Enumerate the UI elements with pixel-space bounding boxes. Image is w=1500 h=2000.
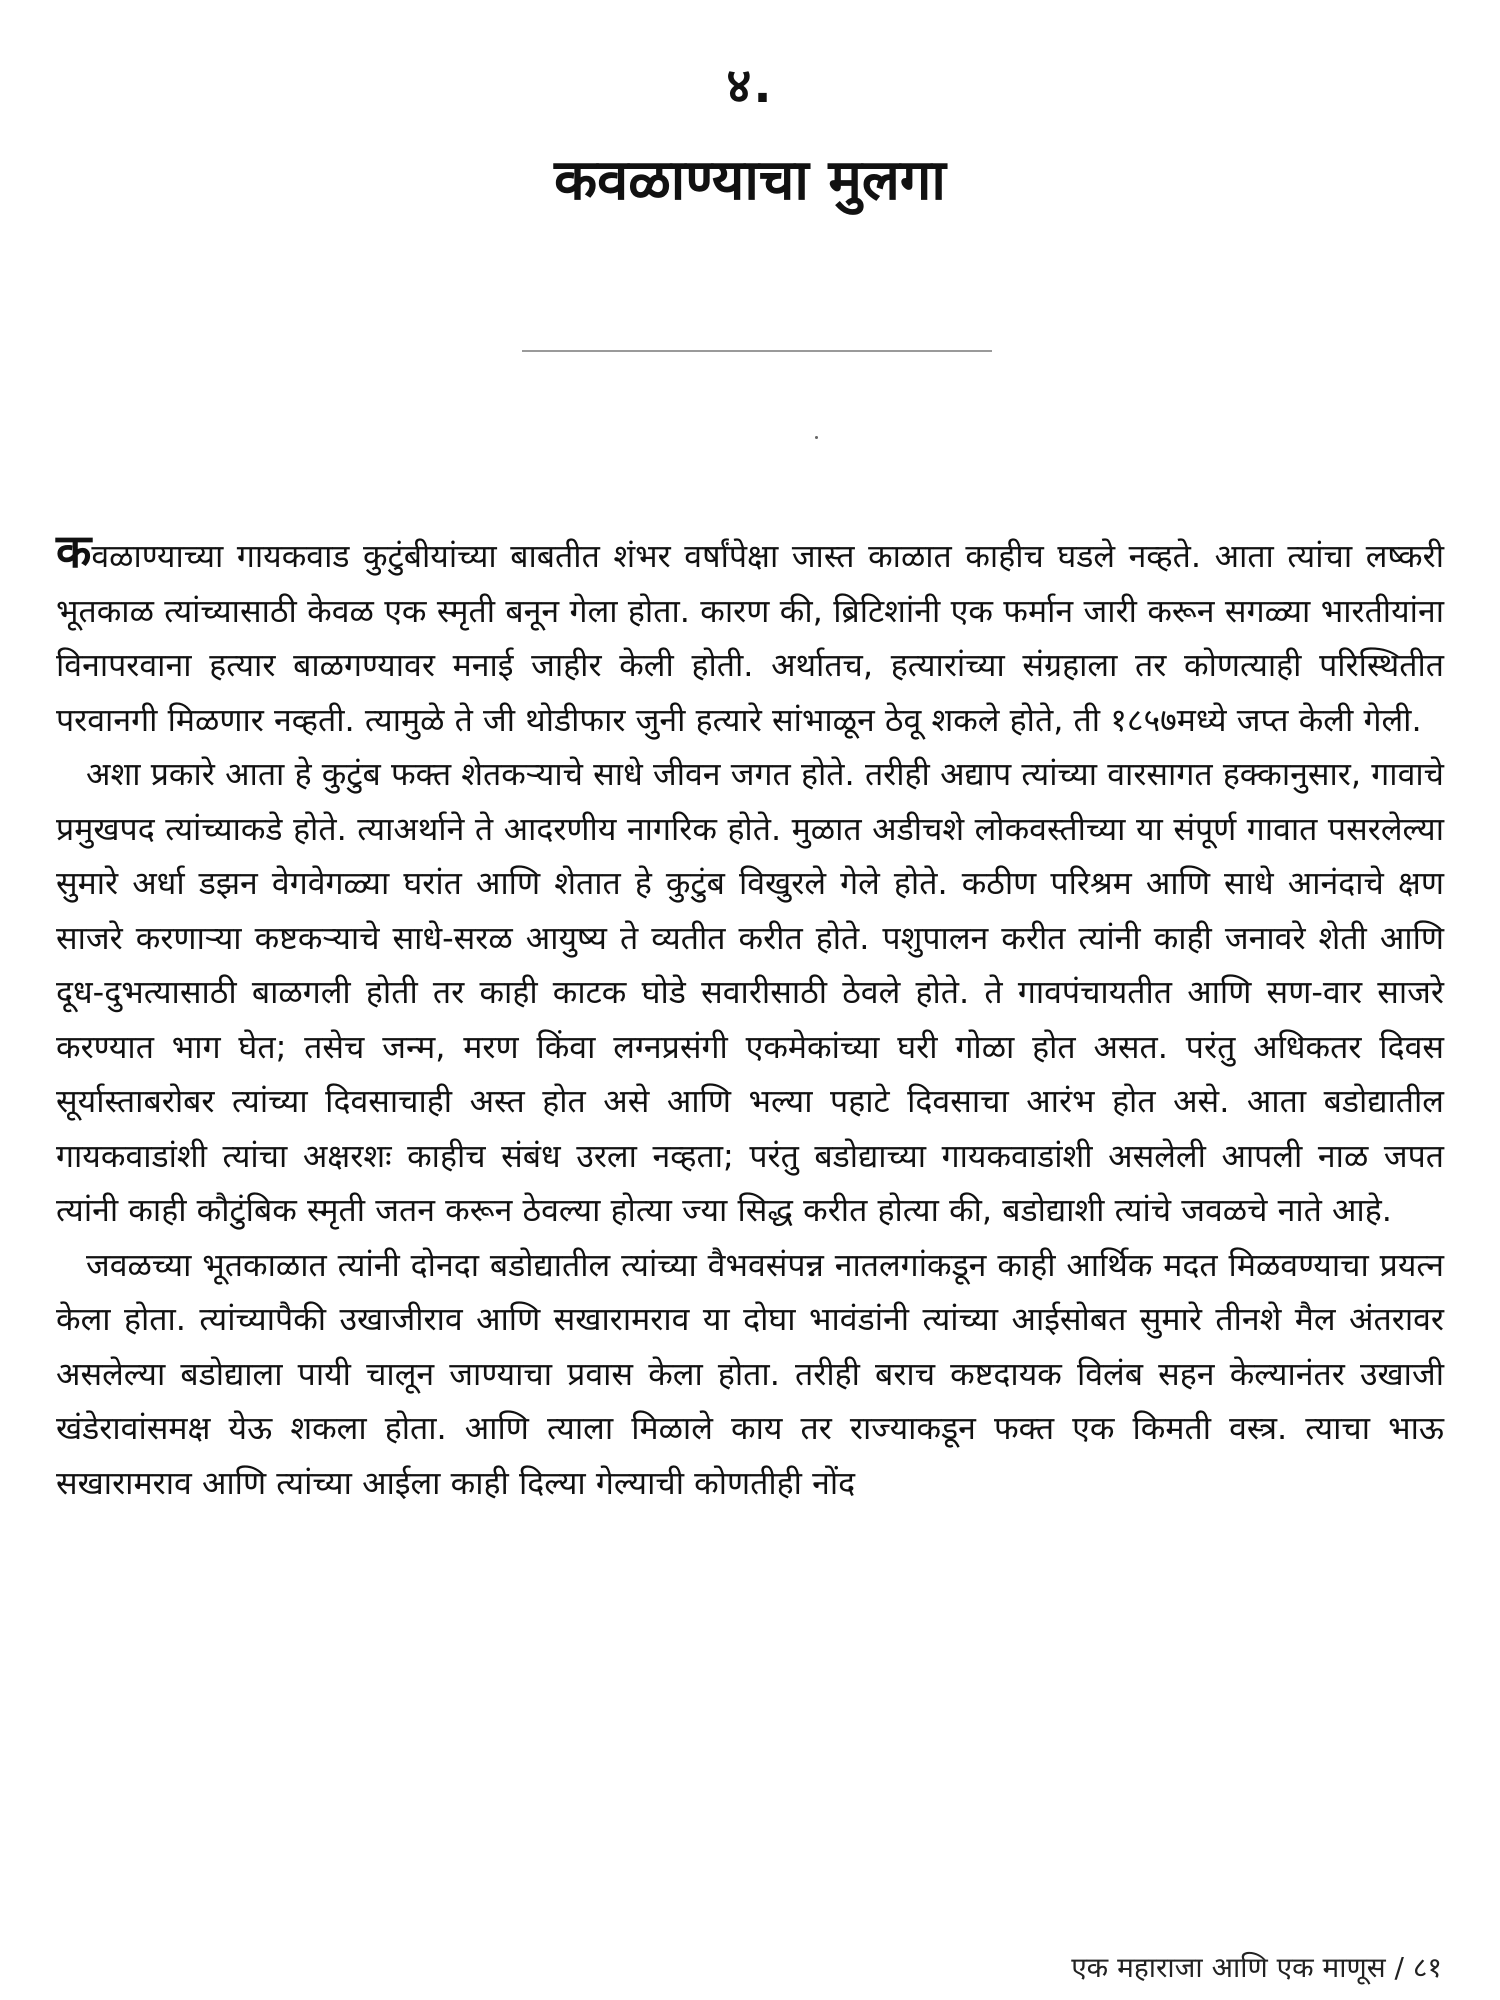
chapter-number: ४.: [726, 58, 774, 114]
paragraph-2: अशा प्रकारे आता हे कुटुंब फक्त शेतकऱ्याचे साधे जीवन जगत होते. तरीही अद्याप त्यांच्या वारसागत हक्कानुसार, गावाचे प्रमुखपद त्यांच्याकडे होते. त्याअर्थाने ते आदरणीय नागरिक होते. मुळात अडीचशे लोकवस्तीच्या या संपूर्ण गावात पसरलेल्या सुमारे अर्धा डझन वेगवेगळ्या घरांत आणि शेतात हे कुटुंब विखुरले गेले होते. कठीण परिश्रम आणि साधे आनंदाचे क्षण साजरे करणाऱ्या कष्टकऱ्याचे साधे-सरळ आयुष्य ते व्यतीत करीत होते. पशुपालन करीत त्यांनी काही जनावरे शेती आणि दूध-दुभत्यासाठी बाळगली होती तर काही काटक घोडे सवारीसाठी ठेवले होते. ते गावपंचायतीत आणि सण-वार साजरे करण्यात भाग घेत; तसेच जन्म, मरण किंवा लग्नप्रसंगी एकमेकांच्या घरी गोळा होत असत. परंतु अधिकतर दिवस सूर्यास्ताबरोबर त्यांच्या दिवसाचाही अस्त होत असे आणि भल्या पहाटे दिवसाचा आरंभ होत असे. आता बडोद्यातील गायकवाडांशी त्यांचा अक्षरशः काहीच संबंध उरला नव्हता; परंतु बडोद्याच्या गायकवाडांशी असलेली आपली नाळ जपत त्यांनी काही कौटुंबिक स्मृती जतन करून ठेवल्या होत्या ज्या सिद्ध करीत होत्या की, बडोद्याशी त्यांचे जवळचे नाते आहे.: [56, 755, 1444, 1229]
title-divider: [522, 350, 992, 352]
paragraph-1-text: वळाण्याच्या गायकवाड कुटुंबीयांच्या बाबतीत शंभर वर्षांपेक्षा जास्त काळात काहीच घडले नव्हते. आता त्यांचा लष्करी भूतकाळ त्यांच्यासाठी केवळ एक स्मृती बनून गेला होता. कारण की, ब्रिटिशांनी एक फर्मान जारी करून सगळ्या भारतीयांना विनापरवाना हत्यार बाळगण्यावर मनाई जाहीर केली होती. अर्थातच, हत्यारांच्या संग्रहाला तर कोणत्याही परिस्थितीत परवानगी मिळणार नव्हती. त्यामुळे ते जी थोडीफार जुनी हत्यारे सांभाळून ठेवू शकले होते, ती १८५७मध्ये जप्त केली गेली.: [56, 537, 1444, 739]
paragraph-1: [56, 524, 1444, 747]
paragraph-3: जवळच्या भूतकाळात त्यांनी दोनदा बडोद्यातील त्यांच्या वैभवसंपन्न नातलगांकडून काही आर्थिक मदत मिळवण्याचा प्रयत्न केला होता. त्यांच्यापैकी उखाजीराव आणि सखारामराव या दोघा भावंडांनी त्यांच्या आईसोबत सुमारे तीनशे मैल अंतरावर असलेल्या बडोद्याला पायी चालून जाण्याचा प्रवास केला होता. तरीही बराच कष्टदायक विलंब सहन केल्यानंतर उखाजी खंडेरावांसमक्ष येऊ शकला होता. आणि त्याला मिळाले काय तर राज्याकडून फक्त एक किमती वस्त्र. त्याचा भाऊ सखारामराव आणि त्यांच्या आईला काही दिल्या गेल्याची कोणतीही नोंद: [56, 1245, 1444, 1502]
running-footer: एक महाराजा आणि एक माणूस / ८१: [1071, 1951, 1442, 1984]
chapter-body: [56, 524, 1444, 1510]
drop-cap: क: [56, 524, 92, 578]
chapter-title: कवळाण्याचा मुलगा: [554, 148, 946, 213]
ornament-dot: [815, 436, 818, 439]
